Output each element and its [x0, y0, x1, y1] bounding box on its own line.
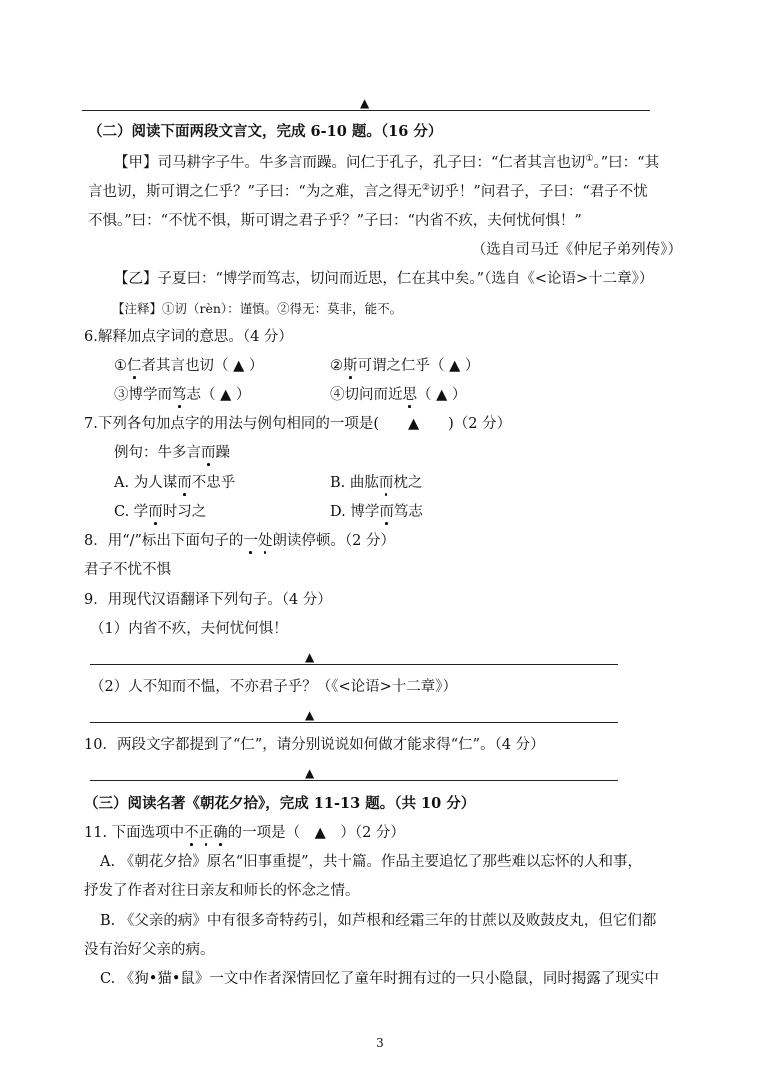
question-6-item-b: ②斯可谓之仁乎（ ▲ ） — [330, 358, 480, 374]
question-6-item-d: ④切问而近思（ ▲ ） — [330, 387, 467, 403]
question-11-option-c: C. 《狗•猫•鼠》一文中作者深情回忆了童年时拥有过的一只小隐鼠，同时揭露了现实中 — [100, 971, 659, 987]
question-10-stem: 10．两段文字都提到了“仁”，请分别说说如何做才能求得“仁”。（4 分） — [84, 737, 545, 753]
answer-line — [90, 664, 618, 665]
answer-mark: ▲ — [360, 96, 370, 110]
question-7-option-b: B. 曲肱而枕之 — [330, 475, 423, 491]
passage-jia-line-1: 【甲】司马耕字子牛。牛多言而躁。问仁于孔子，孔子曰：“仁者其言也讱①。”曰：“其 — [114, 154, 660, 171]
answer-mark: ▲ — [305, 650, 315, 664]
question-6-item-a: ①仁者其言也讱（ ▲ ） — [114, 358, 264, 374]
question-9-sentence-1: （1）内省不疚，夫何忧何惧！ — [90, 621, 288, 637]
answer-line — [90, 722, 618, 723]
section-heading: （三）阅读名著《朝花夕拾》，完成 11-13 题。（共 10 分） — [84, 795, 476, 812]
passage-jia-line-3: 不惧。”曰：“不忧不惧，斯可谓之君子乎？”子曰：“内省不疚，夫何忧何惧！” — [88, 213, 582, 229]
annotation-note: 【注释】①讱（rèn）：谨慎。②得无：莫非，能不。 — [112, 301, 403, 316]
question-7-stem: 7.下列各句加点字的用法与例句相同的一项是( ▲ )（2 分） — [84, 416, 512, 432]
question-11-stem: 11. 下面选项中不正确的一项是（ ▲ ）（2 分） — [84, 825, 405, 841]
answer-line — [82, 110, 650, 111]
question-11-option-a: A. 《朝花夕拾》原名“旧事重提”，共十篇。作品主要追忆了那些难以忘怀的人和事， — [100, 854, 643, 870]
passage-yi: 【乙】子夏曰：“博学而笃志，切问而近思，仁在其中矣。”（选自《<论语>十二章》） — [114, 271, 654, 287]
question-7-option-d: D. 博学而笃志 — [330, 504, 423, 520]
question-7-example: 例句：牛多言而躁 — [114, 445, 230, 461]
question-6-item-c: ③博学而笃志（ ▲ ） — [114, 387, 251, 403]
answer-line — [90, 780, 618, 781]
page-number: 3 — [376, 1036, 384, 1050]
question-8-stem: 8．用“/”标出下面句子的一处朗读停顿。（2 分） — [84, 533, 396, 549]
passage-jia-source: （选自司马迁《仲尼子弟列传》） — [471, 242, 682, 258]
question-9-sentence-2: （2）人不知而不愠，不亦君子乎？（《<论语>十二章》） — [90, 679, 458, 695]
section-heading: （二）阅读下面两段文言文，完成 6-10 题。（16 分） — [88, 123, 443, 140]
question-7-option-a: A. 为人谋而不忠乎 — [114, 475, 236, 491]
question-11-option-b-cont: 没有治好父亲的病。 — [84, 942, 215, 958]
question-11-option-b: B. 《父亲的病》中有很多奇特药引，如芦根和经霜三年的甘蔗以及败鼓皮丸，但它们都 — [100, 913, 657, 929]
answer-mark: ▲ — [305, 708, 315, 722]
question-6-stem: 6.解释加点字词的意思。（4 分） — [84, 329, 293, 345]
question-8-sentence: 君子不忧不惧 — [84, 562, 171, 578]
answer-mark: ▲ — [305, 766, 315, 780]
question-11-option-a-cont: 抒发了作者对往日亲友和师长的怀念之情。 — [84, 883, 360, 899]
passage-jia-line-2: 言也讱，斯可谓之仁乎？”子曰：“为之难，言之得无②讱乎！”问君子，子曰：“君子不忧 — [88, 183, 648, 200]
question-7-option-c: C. 学而时习之 — [114, 504, 207, 520]
question-9-stem: 9．用现代汉语翻译下列句子。（4 分） — [84, 592, 332, 608]
